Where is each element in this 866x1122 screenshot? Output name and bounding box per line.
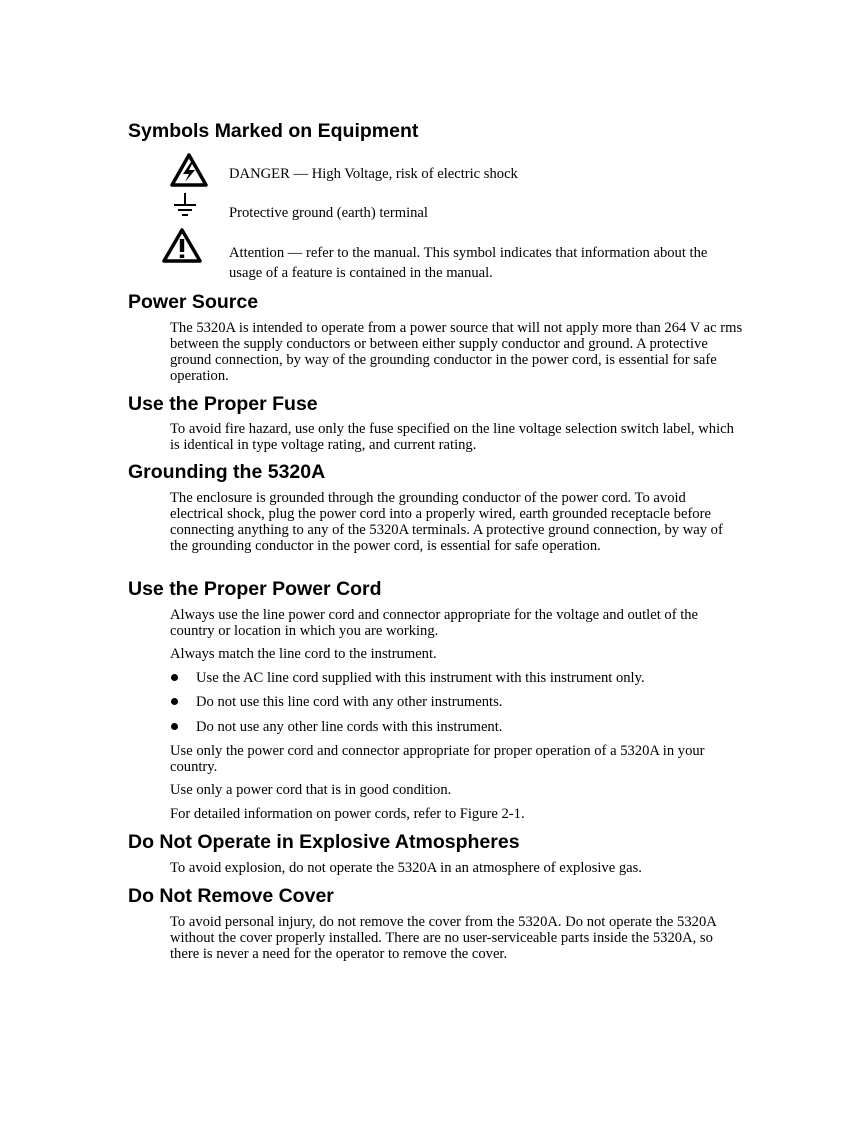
ground-symbol-text: Protective ground (earth) terminal [229, 205, 428, 221]
power-source-text: The 5320A is intended to operate from a power source that will not apply more than 264 V ac rms between the supply conductors or between either supply conductor and ground. A protective ground connection, by way of the grounding conductor in the power cord, is essential for safe operation. [170, 320, 743, 384]
grounding-heading: Grounding the 5320A [128, 461, 326, 483]
bullet-dot [171, 723, 178, 730]
explosive-heading: Do Not Operate in Explosive Atmospheres [128, 831, 520, 853]
fuse-heading: Use the Proper Fuse [128, 393, 318, 415]
cover-text: To avoid personal injury, do not remove the cover from the 5320A. Do not operate the 5320A without the cover properly installed. There are no user-serviceable parts inside the 5320A, so there is never a need for the operator to remove the cover. [170, 914, 716, 962]
power-cord-condition: Use only a power cord that is in good condition. [170, 782, 452, 798]
power-cord-bullet-1: Use the AC line cord supplied with this instrument with this instrument only. [196, 670, 645, 686]
power-source-heading: Power Source [128, 291, 259, 313]
attention-symbol-text: Attention — refer to the manual. This symbol indicates that information about the usage of a feature is contained in the manual. [229, 245, 708, 281]
high-voltage-warning-icon [170, 153, 208, 187]
cover-heading: Do Not Remove Cover [128, 885, 334, 907]
bullet-dot [171, 674, 178, 681]
power-cord-heading: Use the Proper Power Cord [128, 578, 382, 600]
fuse-text: To avoid fire hazard, use only the fuse specified on the line voltage selection switch label, which is identical in type voltage rating, and current rating. [170, 421, 734, 453]
attention-warning-icon [162, 228, 202, 264]
grounding-text: The enclosure is grounded through the grounding conductor of the power cord. To avoid electrical shock, plug the power cord into a properly wired, earth grounded receptacle before connecting anything to any of the 5320A terminals. A protective ground connection, by way of the grounding conductor in the power cord, is essential for safe operation. [170, 490, 723, 554]
protective-ground-icon [172, 193, 198, 221]
power-cord-detailed: For detailed information on power cords, refer to Figure 2-1. [170, 806, 525, 822]
power-cord-match: Always match the line cord to the instrument. [170, 646, 437, 662]
symbols-heading: Symbols Marked on Equipment [128, 120, 419, 142]
power-cord-connector: Use only the power cord and connector appropriate for proper operation of a 5320A in your country. [170, 743, 705, 775]
power-cord-bullet-2: Do not use this line cord with any other instruments. [196, 694, 503, 710]
bullet-dot [171, 698, 178, 705]
power-cord-bullet-3: Do not use any other line cords with this instrument. [196, 719, 503, 735]
danger-symbol-text: DANGER — High Voltage, risk of electric shock [229, 166, 518, 182]
explosive-text: To avoid explosion, do not operate the 5320A in an atmosphere of explosive gas. [170, 860, 642, 876]
power-cord-intro: Always use the line power cord and connector appropriate for the voltage and outlet of the country or location in which you are working. [170, 607, 699, 639]
